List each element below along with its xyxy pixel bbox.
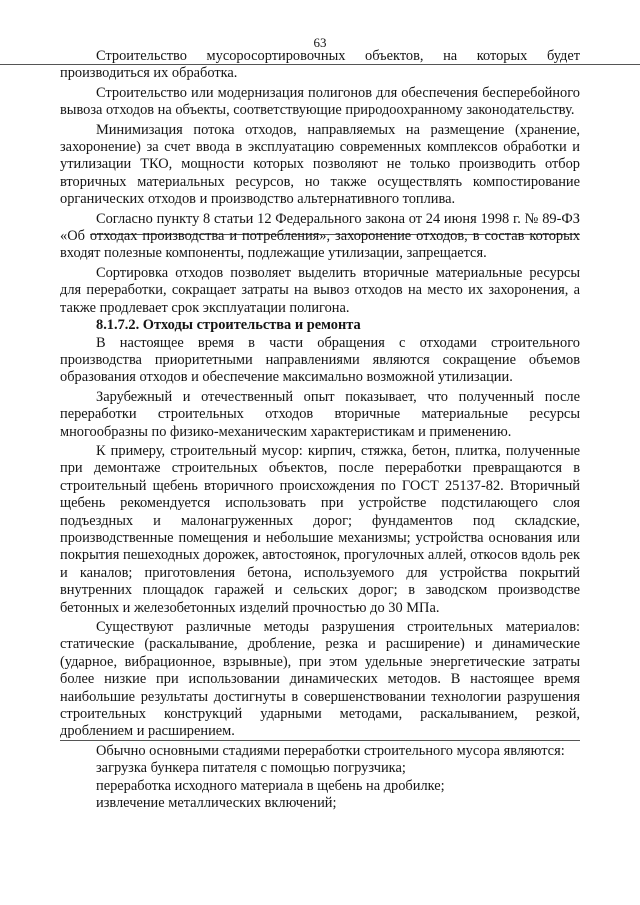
paragraph: Зарубежный и отечественный опыт показывает, что полученный после переработки строительных отходов вторичные материальные ресурсы многообразны по физико-механическим характеристикам и применению. (60, 388, 580, 440)
paragraph: Минимизация потока отходов, направляемых на размещение (хранение, захоронение) за счет ввода в эксплуатацию современных комплексов обработки и утилизации ТКО, мощности которых позволяют не только производить отбор вторичных материальных ресурсов, но также осуществлять компостирование органических отходов и производство альтернативного топлива. (60, 121, 580, 208)
page-number: 63 (313, 35, 327, 50)
paragraph: Сортировка отходов позволяет выделить вторичные материальные ресурсы для переработки, сокращает затраты на вывоз отходов на место их захоронения, а также продлевает срок эксплуатации полигона. (60, 264, 580, 316)
document-body (60, 48, 580, 812)
paragraph: Строительство или модернизация полигонов для обеспечения бесперебойного вывоза отходов на объекты, соответствующие природоохранному законодательству. (60, 84, 580, 119)
list-item: переработка исходного материала в щебень на дробилке; (96, 777, 445, 794)
paragraph: К примеру, строительный мусор: кирпич, стяжка, бетон, плитка, полученные при демонтаже строительных объектов, после переработки превращаются в строительный щебень вторичного происхождения по ГОСТ 25137-82. Вторичный щебень рекомендуется использовать при устройстве подстилающего слоя подъездных и малонагруженных дорог; фундаментов под складские, производственные помещения и небольшие механизмы; устройства основания или покрытия пешеходных дорожек, автостоянок, прогулочных аллей, откосов вдоль рек и каналов; приготовления бетона, используемого для устройства покрытий внутренних площадок гаражей и сельских дорог; в заводском производстве бетонных и железобетонных изделий прочностью до 30 МПа. (60, 442, 580, 616)
paragraph: Обычно основными стадиями переработки строительного мусора являются: (96, 742, 565, 759)
paragraph: Существуют различные методы разрушения строительных материалов: статические (раскалывание, дробление, резка и расширение) и динамические (ударное, вибрационное, взрывные), при этом удельные энергетические затраты более низкие при использовании динамических методов. В настоящее время наибольшие результаты достигнуты в совершенствовании технологии разрушения строительных конструкций ударными методами, раскалыванием, резкой, дроблением и расширением. (60, 619, 580, 740)
list-item: загрузка бункера питателя с помощью погрузчика; (96, 760, 406, 777)
list-item: извлечение металлических включений; (96, 795, 337, 812)
section-heading: 8.1.7.2. Отходы строительства и ремонта (96, 317, 361, 334)
paragraph: В настоящее время в части обращения с отходами строительного производства приоритетными направлениями являются сокращение объемов образования отходов и обеспечение максимально возможной утилизации. (60, 334, 580, 386)
paragraph: Строительство мусоросортировочных объектов, на которых будет производиться их обработка. (60, 48, 580, 82)
paragraph: Согласно пункту 8 статьи 12 Федерального закона от 24 июня 1998 г. № 89-ФЗ «Об отходах производства и потребления», захоронение отходов, в состав которых входят полезные компоненты, подлежащие утилизации, запрещается. (60, 210, 580, 262)
